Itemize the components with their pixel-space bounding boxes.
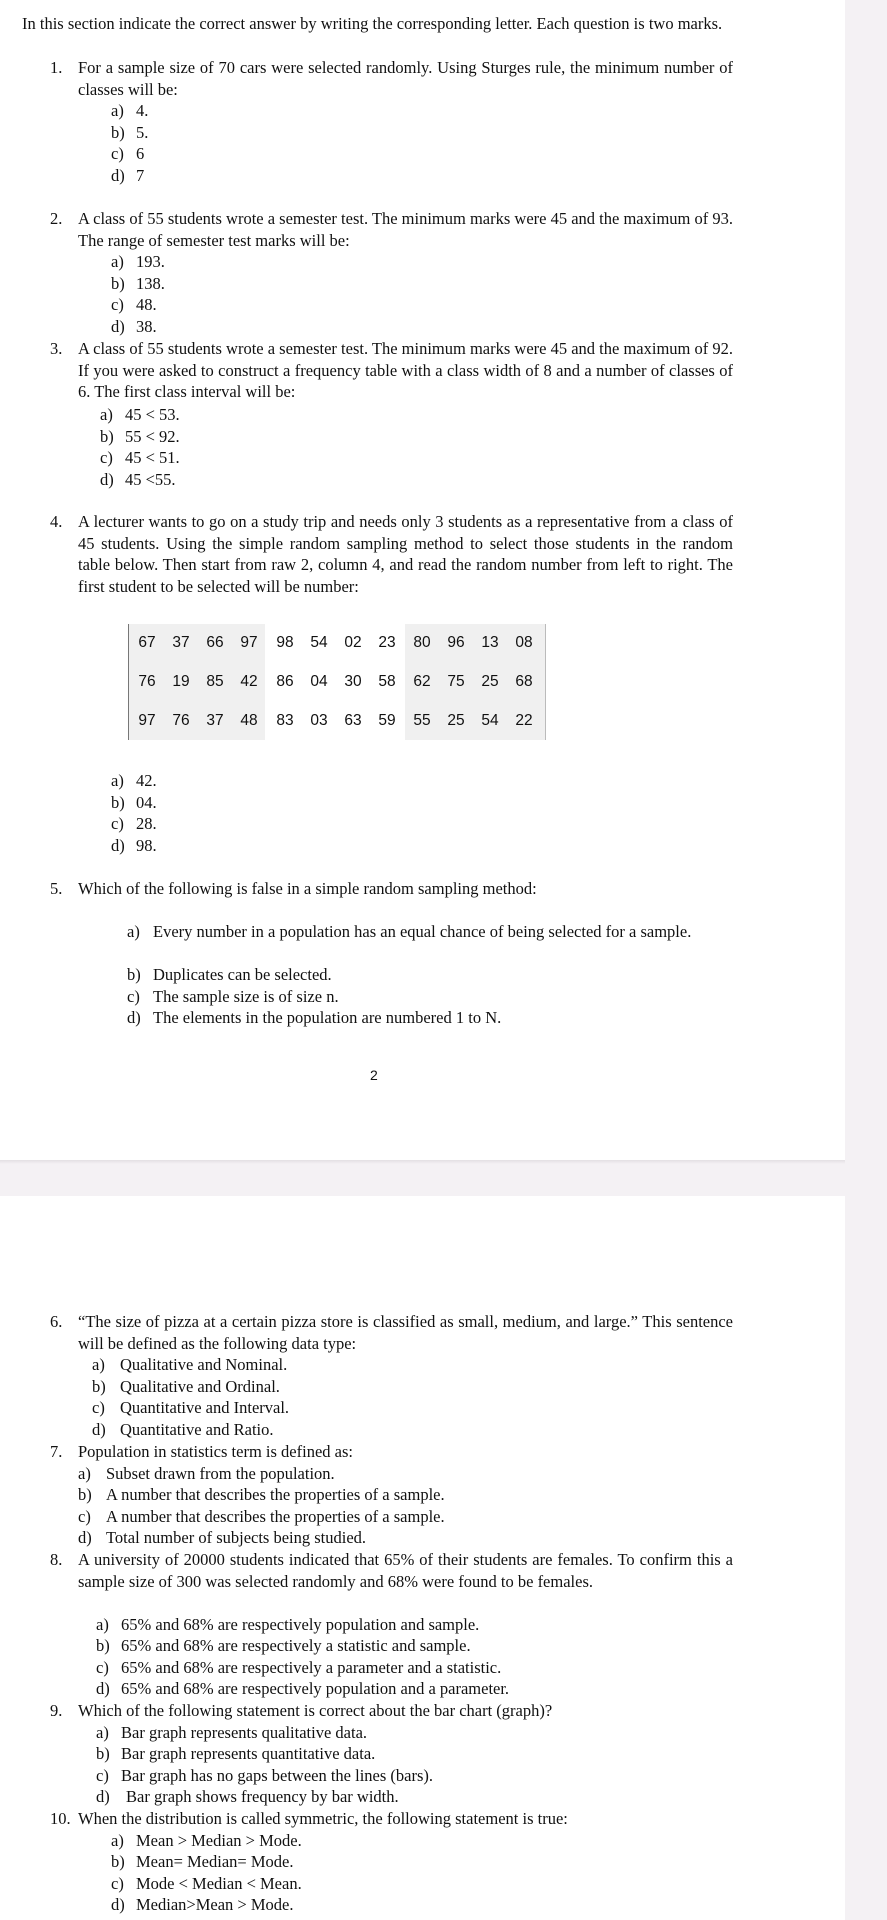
option-d: d) 98. [111, 835, 157, 855]
option-d: d) Quantitative and Ratio. [92, 1419, 274, 1439]
option-c: c) 65% and 68% are respectively a parameter and a statistic. [96, 1657, 502, 1677]
table-cell: 13 [481, 634, 499, 651]
option-a: a) Mean > Median > Mode. [111, 1830, 302, 1850]
option-b: b) Duplicates can be selected. [127, 965, 332, 984]
question-number: 8. [50, 1550, 63, 1569]
question-text: Population in statistics term is defined as: [78, 1442, 353, 1461]
question-7 [50, 1441, 740, 1549]
question-4 [50, 511, 740, 611]
table-cell: 76 [138, 673, 156, 690]
option-c: c) A number that describes the properties of a sample. [78, 1506, 445, 1526]
table-cell: 23 [378, 634, 396, 651]
table-cell: 42 [240, 673, 258, 690]
options [96, 1722, 696, 1808]
table-cell: 63 [344, 712, 362, 729]
option-a: a) Subset drawn from the population. [78, 1463, 335, 1483]
option-a: a) 4. [111, 101, 149, 120]
option-a: a) Every number in a population has an equal chance of being selected for a sample. [127, 922, 692, 941]
random-number-table [128, 624, 546, 740]
table-cell: 76 [172, 712, 190, 729]
option-b: b) A number that describes the properties of a sample. [78, 1485, 445, 1504]
question-text: Which of the following is false in a simple random sampling method: [78, 879, 537, 898]
options [127, 921, 732, 1029]
table-cell: 83 [276, 712, 294, 729]
table-cell: 59 [378, 712, 396, 729]
option-b: b) 138. [111, 273, 165, 293]
option-d: d) 7 [111, 165, 145, 185]
option-a: a) 45 < 53. [100, 405, 180, 424]
option-c: c) Quantitative and Interval. [92, 1398, 290, 1417]
question-text: A class of 55 students wrote a semester test. The minimum marks were 45 and the maximum of 92. If you were asked to construct a frequency table with a class width of 8 and a number of classes of 6. The first class interval will be: [78, 339, 733, 401]
instructions: In this section indicate the correct answer by writing the corresponding letter. Each question is two marks. [22, 14, 723, 33]
options [111, 100, 311, 186]
question-text: Which of the following statement is correct about the bar chart (graph)? [78, 1701, 553, 1720]
option-d: d) 65% and 68% are respectively population and a parameter. [96, 1679, 510, 1698]
table-cell: 04 [310, 673, 328, 690]
option-a: a) 193. [111, 252, 165, 271]
option-d: d) 38. [111, 316, 157, 336]
page-2 [0, 1196, 845, 1920]
table-cell: 58 [378, 673, 396, 690]
question-number: 9. [50, 1701, 63, 1720]
option-a: a) 65% and 68% are respectively population and sample. [96, 1614, 480, 1634]
options [78, 1463, 578, 1549]
table-cell: 85 [206, 673, 224, 690]
table-cell: 68 [515, 673, 533, 690]
question-3 [50, 338, 740, 490]
option-a: a) Bar graph represents qualitative data. [96, 1722, 368, 1742]
page-number: 2 [370, 1067, 378, 1083]
question-number: 3. [50, 339, 63, 358]
table-row [129, 663, 545, 701]
question-8 [50, 1549, 740, 1700]
question-2 [50, 208, 740, 338]
option-a: a) 42. [111, 771, 157, 790]
table-cell: 25 [481, 673, 499, 690]
question-number: 6. [50, 1312, 63, 1331]
options [96, 1614, 696, 1700]
table-cell: 55 [413, 712, 431, 729]
table-cell: 25 [447, 712, 465, 729]
question-1 [50, 57, 740, 187]
table-cell: 67 [138, 634, 156, 651]
question-6 [50, 1311, 740, 1441]
question-text: When the distribution is called symmetric, the following statement is true: [78, 1809, 568, 1828]
option-b: b) Mean= Median= Mode. [111, 1852, 294, 1871]
table-cell: 75 [447, 673, 465, 690]
question-4-options [111, 770, 311, 856]
option-c: c) Mode < Median < Mean. [111, 1873, 302, 1893]
option-b: b) 65% and 68% are respectively a statistic and sample. [96, 1636, 471, 1655]
option-c: c) The sample size is of size n. [127, 986, 339, 1006]
table-cell: 97 [240, 634, 258, 651]
option-d: d) 45 <55. [100, 469, 176, 489]
question-text: A university of 20000 students indicated that 65% of their students are females. To confirm this a sample size of 300 was selected randomly and 68% were found to be females. [78, 1550, 733, 1591]
option-d: d) Bar graph shows frequency by bar width. [96, 1787, 399, 1806]
question-5 [50, 878, 740, 1028]
table-cell: 98 [276, 634, 294, 651]
option-a: a) Qualitative and Nominal. [92, 1355, 288, 1374]
table-cell: 80 [413, 634, 431, 651]
question-text: “The size of pizza at a certain pizza store is classified as small, medium, and large.” This sentence will be defined as the following data type: [78, 1312, 733, 1353]
table-cell: 66 [206, 634, 224, 651]
option-b: b) 04. [111, 792, 157, 812]
table-cell: 30 [344, 673, 362, 690]
option-d: d) Total number of subjects being studied. [78, 1528, 367, 1547]
table-cell: 48 [240, 712, 258, 729]
option-b: b) Bar graph represents quantitative data. [96, 1744, 376, 1763]
table-cell: 37 [172, 634, 190, 651]
table-cell: 22 [515, 712, 533, 729]
option-c: c) 28. [111, 814, 157, 833]
question-text: A lecturer wants to go on a study trip and needs only 3 students as a representative from a class of 45 students. Using the simple random sampling method to select those students in the random table below. Then start from raw 2, column 4, and read the random number from left to right. The first student to be selected will be number: [78, 512, 733, 596]
question-number: 10. [50, 1809, 71, 1828]
table-cell: 08 [515, 634, 533, 651]
table-cell: 37 [206, 712, 224, 729]
question-number: 5. [50, 879, 63, 898]
question-9 [50, 1700, 740, 1808]
question-number: 4. [50, 512, 63, 531]
option-b: b) 55 < 92. [100, 426, 180, 446]
option-d: d) Median>Mean > Mode. [111, 1895, 294, 1914]
options [100, 404, 300, 490]
question-text: For a sample size of 70 cars were selected randomly. Using Sturges rule, the minimum number of classes will be: [78, 58, 733, 99]
table-cell: 97 [138, 712, 156, 729]
options [111, 1830, 611, 1916]
question-number: 7. [50, 1442, 63, 1461]
table-cell: 03 [310, 712, 328, 729]
options [92, 1354, 492, 1440]
options [111, 251, 311, 337]
table-cell: 86 [276, 673, 294, 690]
table-cell: 96 [447, 634, 465, 651]
option-b: b) 5. [111, 122, 149, 142]
option-c: c) 45 < 51. [100, 448, 180, 467]
option-d: d) The elements in the population are numbered 1 to N. [127, 1008, 502, 1027]
option-c: c) 48. [111, 295, 157, 314]
option-c: c) 6 [111, 144, 145, 163]
table-cell: 54 [481, 712, 499, 729]
option-b: b) Qualitative and Ordinal. [92, 1376, 280, 1396]
page-gap [0, 1160, 845, 1164]
table-cell: 54 [310, 634, 328, 651]
table-row [129, 702, 545, 740]
table-cell: 62 [413, 673, 431, 690]
option-c: c) Bar graph has no gaps between the lines (bars). [96, 1765, 434, 1785]
question-number: 2. [50, 209, 63, 228]
question-10 [50, 1808, 740, 1916]
question-number: 1. [50, 58, 63, 77]
table-row [129, 624, 545, 662]
table-cell: 19 [172, 673, 190, 690]
table-cell: 02 [344, 634, 362, 651]
question-text: A class of 55 students wrote a semester test. The minimum marks were 45 and the maximum of 93. The range of semester test marks will be: [78, 209, 733, 250]
